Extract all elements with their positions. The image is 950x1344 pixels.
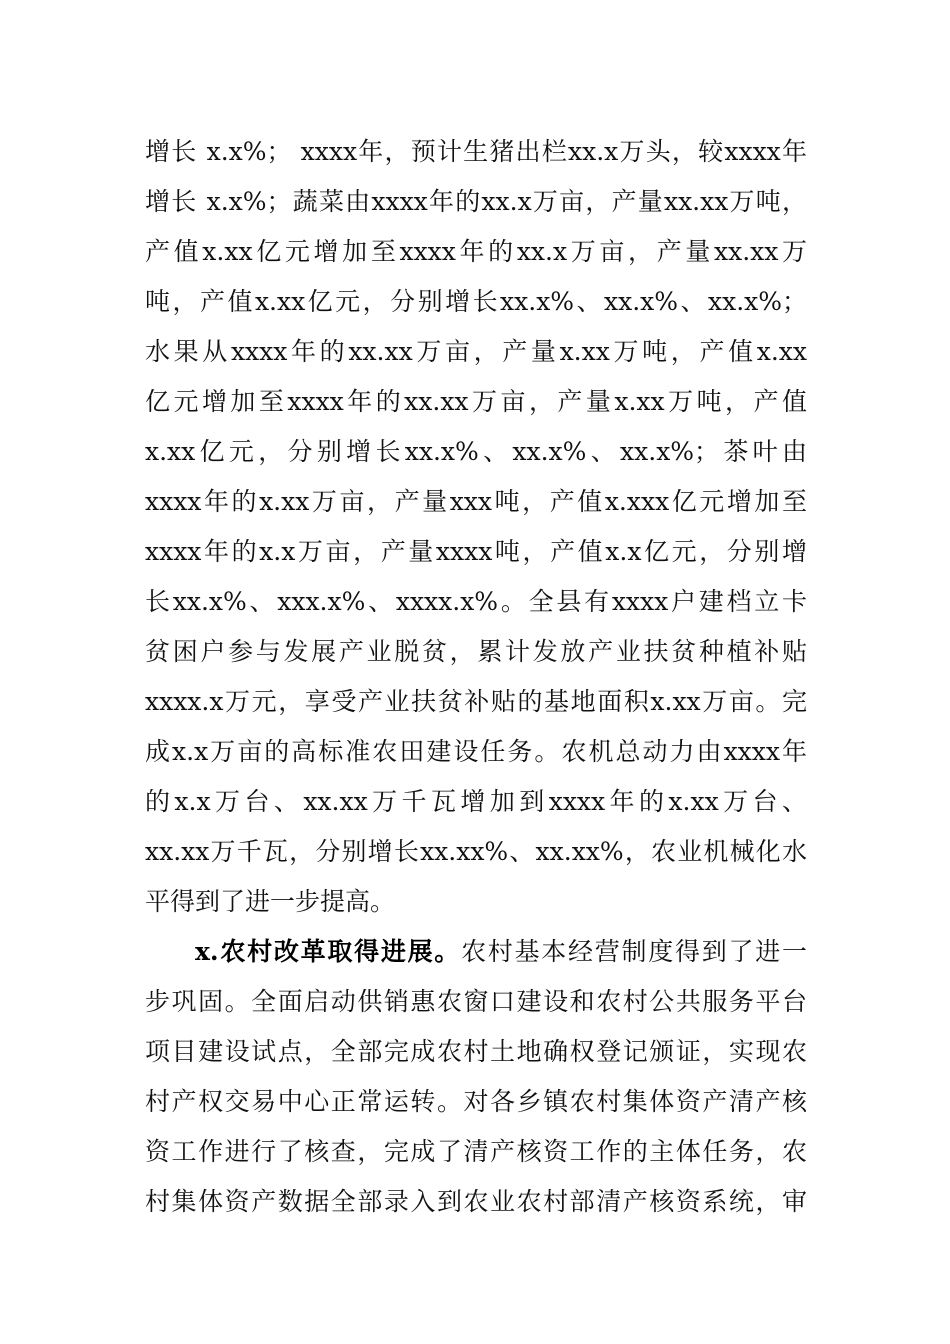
text-line: xx.xx万千瓦，分别增长xx.xx%、xx.xx%，农业机械化水 [145, 837, 807, 866]
text-line: x.xx亿元，分别增长xx.x%、xx.x%、xx.x%；茶叶由 [145, 437, 807, 466]
text-line: 增长 x.x%； xxxx年，预计生猪出栏xx.x万头，较xxxx年 [145, 137, 807, 166]
text-line: 资工作进行了核查，完成了清产核资工作的主体任务，农 [145, 1137, 807, 1166]
text-line: 长xx.x%、xxx.x%、xxxx.x%。全县有xxxx户建档立卡 [145, 587, 807, 616]
text-line: 产值x.xx亿元增加至xxxx年的xx.x万亩，产量xx.xx万 [145, 237, 807, 266]
text-line: 平得到了进一步提高。 [145, 887, 396, 916]
body-text [145, 127, 807, 1227]
text-line: 项目建设试点，全部完成农村土地确权登记颁证，实现农 [145, 1037, 807, 1066]
text-line: 成x.x万亩的高标准农田建设任务。农机总动力由xxxx年 [145, 737, 807, 766]
text-run: 农村基本经营制度得到了进一 [461, 937, 807, 966]
text-line: 步巩固。全面启动供销惠农窗口建设和农村公共服务平台 [145, 987, 807, 1016]
text-line: 村产权交易中心正常运转。对各乡镇农村集体资产清产核 [145, 1087, 807, 1116]
text-line: 亿元增加至xxxx年的xx.xx万亩，产量x.xx万吨，产值 [145, 387, 807, 416]
text-line: 吨，产值x.xx亿元，分别增长xx.x%、xx.x%、xx.x%； [145, 287, 807, 316]
text-line: 水果从xxxx年的xx.xx万亩，产量x.xx万吨，产值x.xx [145, 337, 807, 366]
text-line: 的x.x万台、xx.xx万千瓦增加到xxxx年的x.xx万台、 [145, 787, 807, 816]
paragraph-first-line [145, 927, 807, 977]
text-line: 村集体资产数据全部录入到农业农村部清产核资系统，审 [145, 1187, 807, 1216]
text-line: xxxx年的x.x万亩，产量xxxx吨，产值x.x亿元，分别增 [145, 537, 807, 566]
section-heading: x.农村改革取得进展。 [195, 937, 462, 966]
text-line: 增长 x.x%；蔬菜由xxxx年的xx.x万亩，产量xx.xx万吨， [145, 187, 807, 216]
text-line: xxxx年的x.xx万亩，产量xxx吨，产值x.xxx亿元增加至 [145, 487, 807, 516]
text-line: xxxx.x万元，享受产业扶贫补贴的基地面积x.xx万亩。完 [145, 687, 807, 716]
text-line: 贫困户参与发展产业脱贫，累计发放产业扶贫种植补贴 [145, 637, 807, 666]
